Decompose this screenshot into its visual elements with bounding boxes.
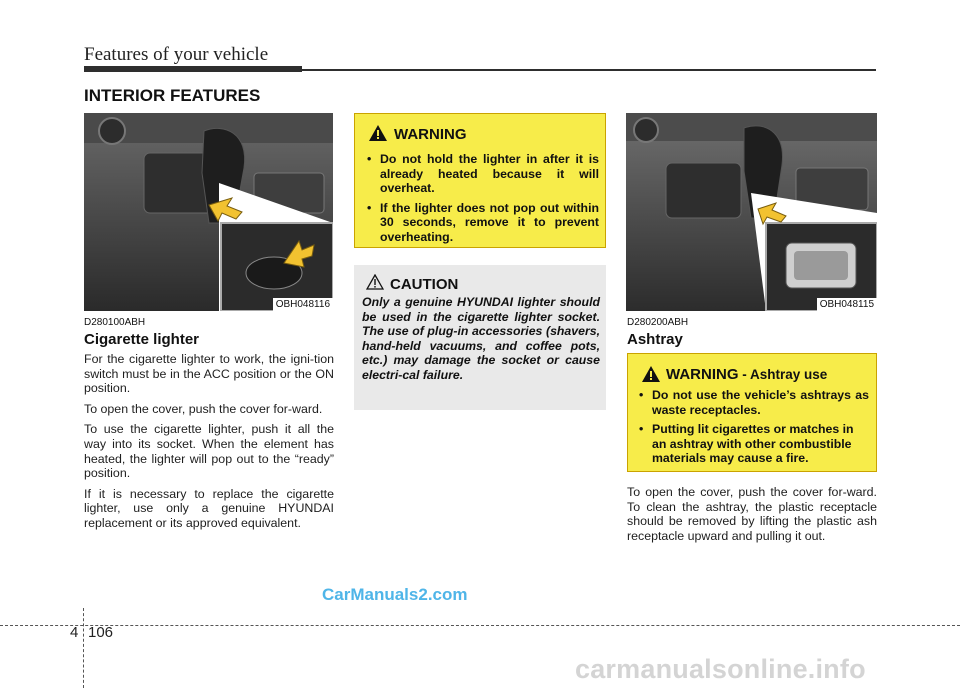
warning-title bbox=[666, 366, 827, 383]
cigarette-lighter-body bbox=[84, 352, 334, 537]
ashtray-body: To open the cover, push the cover for-ward. To clean the ashtray, the plastic receptacle should be removed by lifting the plastic ash receptacle upward and pulling it out. bbox=[627, 485, 877, 543]
header-rule-thin bbox=[302, 69, 876, 71]
section-title: INTERIOR FEATURES bbox=[84, 86, 261, 105]
warning-triangle-icon bbox=[369, 125, 387, 146]
footer-vertical-rule bbox=[83, 608, 84, 688]
paragraph: For the cigarette lighter to work, the igni-tion switch must be in the ACC position or the ON position. bbox=[84, 352, 334, 396]
lighter-caution-box bbox=[354, 265, 606, 410]
caution-triangle-icon bbox=[366, 274, 384, 295]
paragraph: To use the cigarette lighter, push it all the way into its socket. When the element has heated, the lighter will pop out to the “ready” position. bbox=[84, 422, 334, 481]
footer-rule bbox=[0, 625, 960, 626]
ashtray-heading: Ashtray bbox=[627, 331, 683, 348]
ashtray-photo bbox=[626, 113, 877, 311]
warning-title-main: WARNING bbox=[666, 366, 739, 383]
lighter-warning-box bbox=[354, 113, 606, 248]
section-code: D280100ABH bbox=[84, 317, 146, 328]
caution-title: CAUTION bbox=[390, 276, 459, 293]
warning-item: • If the lighter does not pop out within 30 seconds, remove it to prevent overheating. bbox=[365, 201, 599, 245]
warning-list bbox=[365, 152, 599, 250]
warning-title-sub: - Ashtray use bbox=[738, 367, 828, 382]
caution-text: Only a genuine HYUNDAI lighter should be used in the cigarette lighter socket. The use of plug-in accessories (shavers, hand-held vacuums, and coffee pots, etc.) may damage the socket or cause electri-cal failure. bbox=[362, 295, 600, 382]
warning-list bbox=[637, 388, 869, 471]
watermark-bottom: carmanualsonline.info bbox=[575, 654, 866, 684]
warning-triangle-icon bbox=[642, 366, 660, 387]
warning-title: WARNING bbox=[394, 126, 467, 143]
header-title: Features of your vehicle bbox=[84, 44, 269, 65]
warning-item: • Putting lit cigarettes or matches in an ashtray with other combustible materials may cause a fire. bbox=[637, 422, 869, 466]
watermark-top: CarManuals2.com bbox=[322, 585, 468, 604]
paragraph: If it is necessary to replace the cigarette lighter, use only a genuine HYUNDAI replacement or its approved equivalent. bbox=[84, 486, 334, 530]
chapter-number: 4 bbox=[70, 624, 79, 641]
photo-code: OBH048116 bbox=[273, 298, 333, 311]
ashtray-warning-box bbox=[627, 353, 877, 472]
warning-item: • Do not use the vehicle’s ashtrays as waste receptacles. bbox=[637, 388, 869, 417]
warning-item: • Do not hold the lighter in after it is already heated because it will overheat. bbox=[365, 152, 599, 196]
page-number: 106 bbox=[88, 624, 114, 641]
cigarette-lighter-heading: Cigarette lighter bbox=[84, 331, 200, 348]
paragraph: To open the cover, push the cover for-ward. bbox=[84, 401, 323, 416]
section-code: D280200ABH bbox=[627, 317, 689, 328]
photo-code: OBH048115 bbox=[817, 298, 877, 311]
header-rule-thick bbox=[84, 66, 302, 72]
cigarette-lighter-photo bbox=[84, 113, 333, 311]
